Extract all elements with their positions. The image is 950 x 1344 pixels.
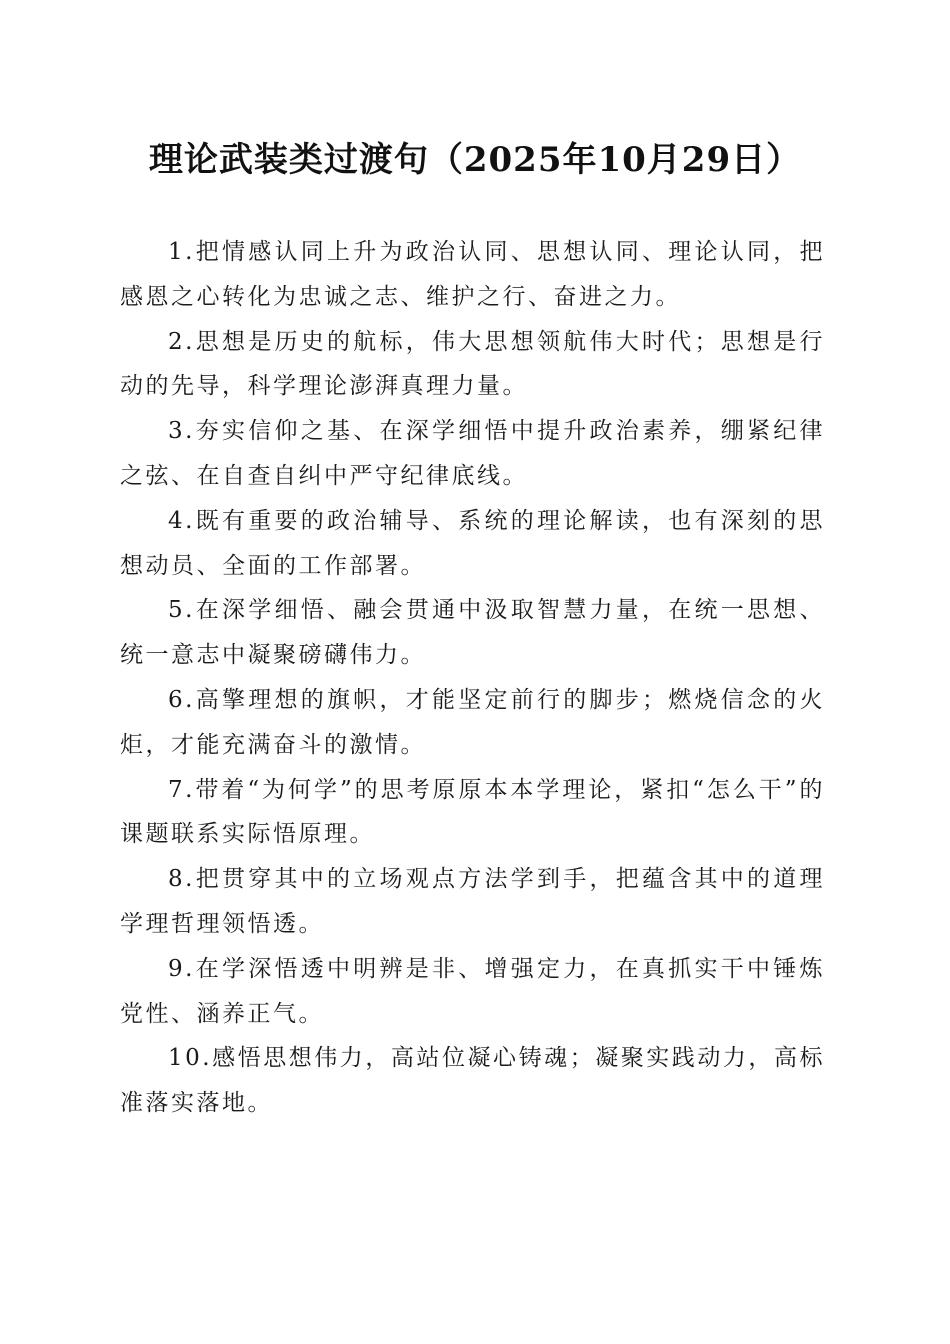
paragraph-4: 4.既有重要的政治辅导、系统的理论解读，也有深刻的思想动员、全面的工作部署。	[120, 507, 825, 579]
paragraph-8: 8.把贯穿其中的立场观点方法学到手，把蕴含其中的道理学理哲理领悟透。	[120, 866, 825, 937]
document-body	[120, 230, 825, 1126]
paragraph-6: 6.高擎理想的旗帜，才能坚定前行的脚步；燃烧信念的火炬，才能充满奋斗的激情。	[120, 686, 825, 758]
paragraph-7: 7.带着“为何学”的思考原原本本学理论，紧扣“怎么干”的课题联系实际悟原理。	[120, 776, 825, 848]
paragraph-9: 9.在学深悟透中明辨是非、增强定力，在真抓实干中锤炼党性、涵养正气。	[120, 955, 825, 1027]
paragraph-1: 1.把情感认同上升为政治认同、思想认同、理论认同，把感恩之心转化为忠诚之志、维护之行、奋进之力。	[120, 239, 825, 310]
paragraph-2: 2.思想是历史的航标，伟大思想领航伟大时代；思想是行动的先导，科学理论澎湃真理力量。	[120, 328, 825, 400]
paragraph-10: 10.感悟思想伟力，高站位凝心铸魂；凝聚实践动力，高标准落实落地。	[120, 1045, 825, 1117]
paragraph-3: 3.夯实信仰之基、在深学细悟中提升政治素养，绷紧纪律之弦、在自查自纠中严守纪律底线。	[120, 418, 825, 489]
paragraph-5: 5.在深学细悟、融会贯通中汲取智慧力量，在统一思想、统一意志中凝聚磅礴伟力。	[120, 597, 825, 669]
page-title: 理论武装类过渡句（2025年10月29日）	[148, 140, 802, 180]
